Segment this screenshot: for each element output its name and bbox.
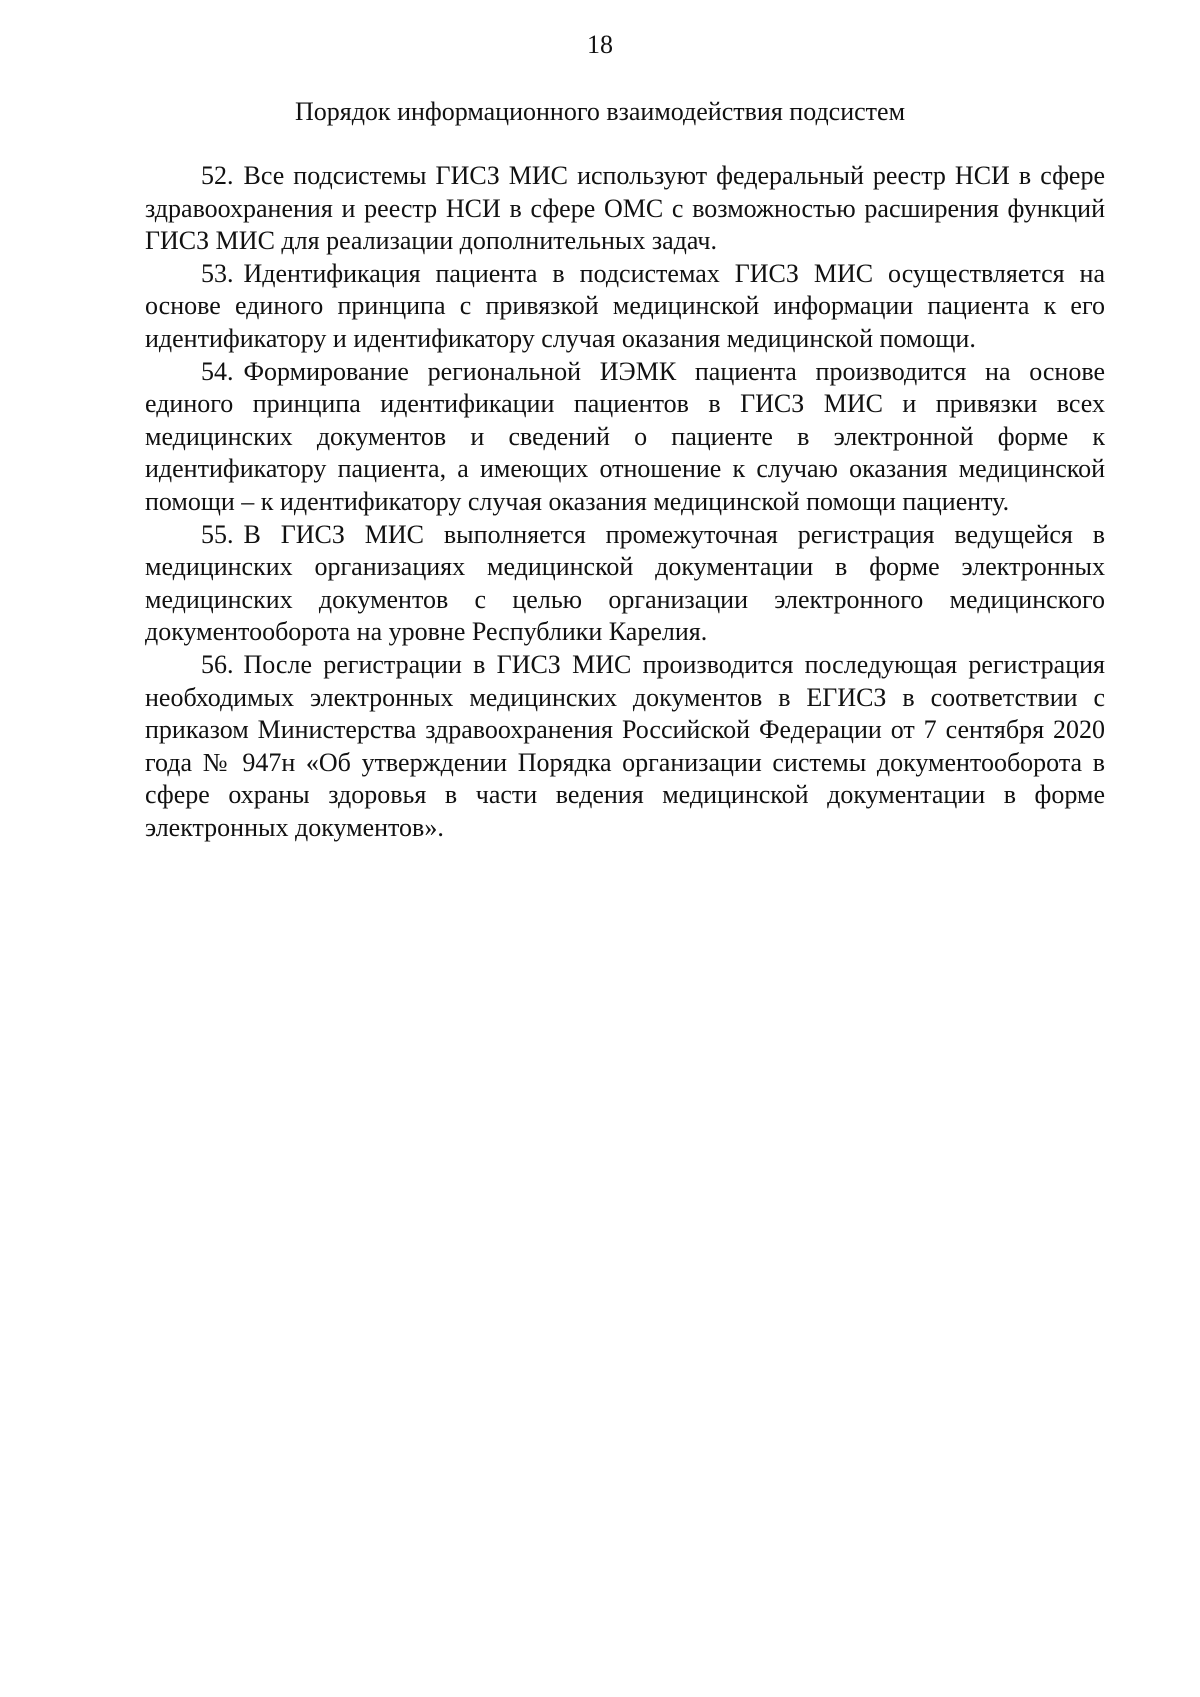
paragraph-text: После регистрации в ГИСЗ МИС производится последующая регистрация необходимых электронных медицинских документов в ЕГИСЗ в соответствии с приказом Министерства здравоохранения Российской Федерации от 7 сентября 2020 года № 947н «Об утверждении Порядка организации системы документооборота в сфере охраны здоровья в части ведения медицинской документации в форме электронных документов». (145, 649, 1105, 842)
section-title: Порядок информационного взаимодействия подсистем (294, 97, 906, 126)
paragraph-text: Формирование региональной ИЭМК пациента производится на основе единого принципа идентификации пациентов в ГИСЗ МИС и привязки всех медицинских документов и сведений о пациенте в электронной форме к идентификатору пациента, а имеющих отношение к случаю оказания медицинской помощи – к идентификатору случая оказания медицинской помощи пациенту. (145, 356, 1105, 516)
paragraph-54 (145, 356, 1105, 519)
paragraph-52 (145, 160, 1105, 258)
paragraph-number: 53. (201, 258, 234, 288)
document-body (145, 160, 1105, 844)
paragraph-number: 55. (201, 519, 234, 549)
paragraph-number: 52. (201, 161, 234, 190)
paragraph-number: 54. (201, 356, 234, 386)
paragraph-53 (145, 258, 1105, 356)
page-number: 18 (587, 30, 613, 59)
paragraph-text: Все подсистемы ГИСЗ МИС используют федеральный реестр НСИ в сфере здравоохранения и реестр НСИ в сфере ОМС с возможностью расширения функций ГИСЗ МИС для реализации дополнительных задач. (145, 161, 1105, 256)
paragraph-number: 56. (201, 649, 234, 679)
paragraph-56 (145, 649, 1105, 845)
paragraph-55 (145, 519, 1105, 649)
paragraph-text: Идентификация пациента в подсистемах ГИСЗ МИС осуществляется на основе единого принципа с привязкой медицинской информации пациента к его идентификатору и идентификатору случая оказания медицинской помощи. (145, 258, 1105, 353)
paragraph-text: В ГИСЗ МИС выполняется промежуточная регистрация ведущейся в медицинских организациях медицинской документации в форме электронных медицинских документов с целью организации электронного медицинского документооборота на уровне Республики Карелия. (145, 519, 1105, 647)
